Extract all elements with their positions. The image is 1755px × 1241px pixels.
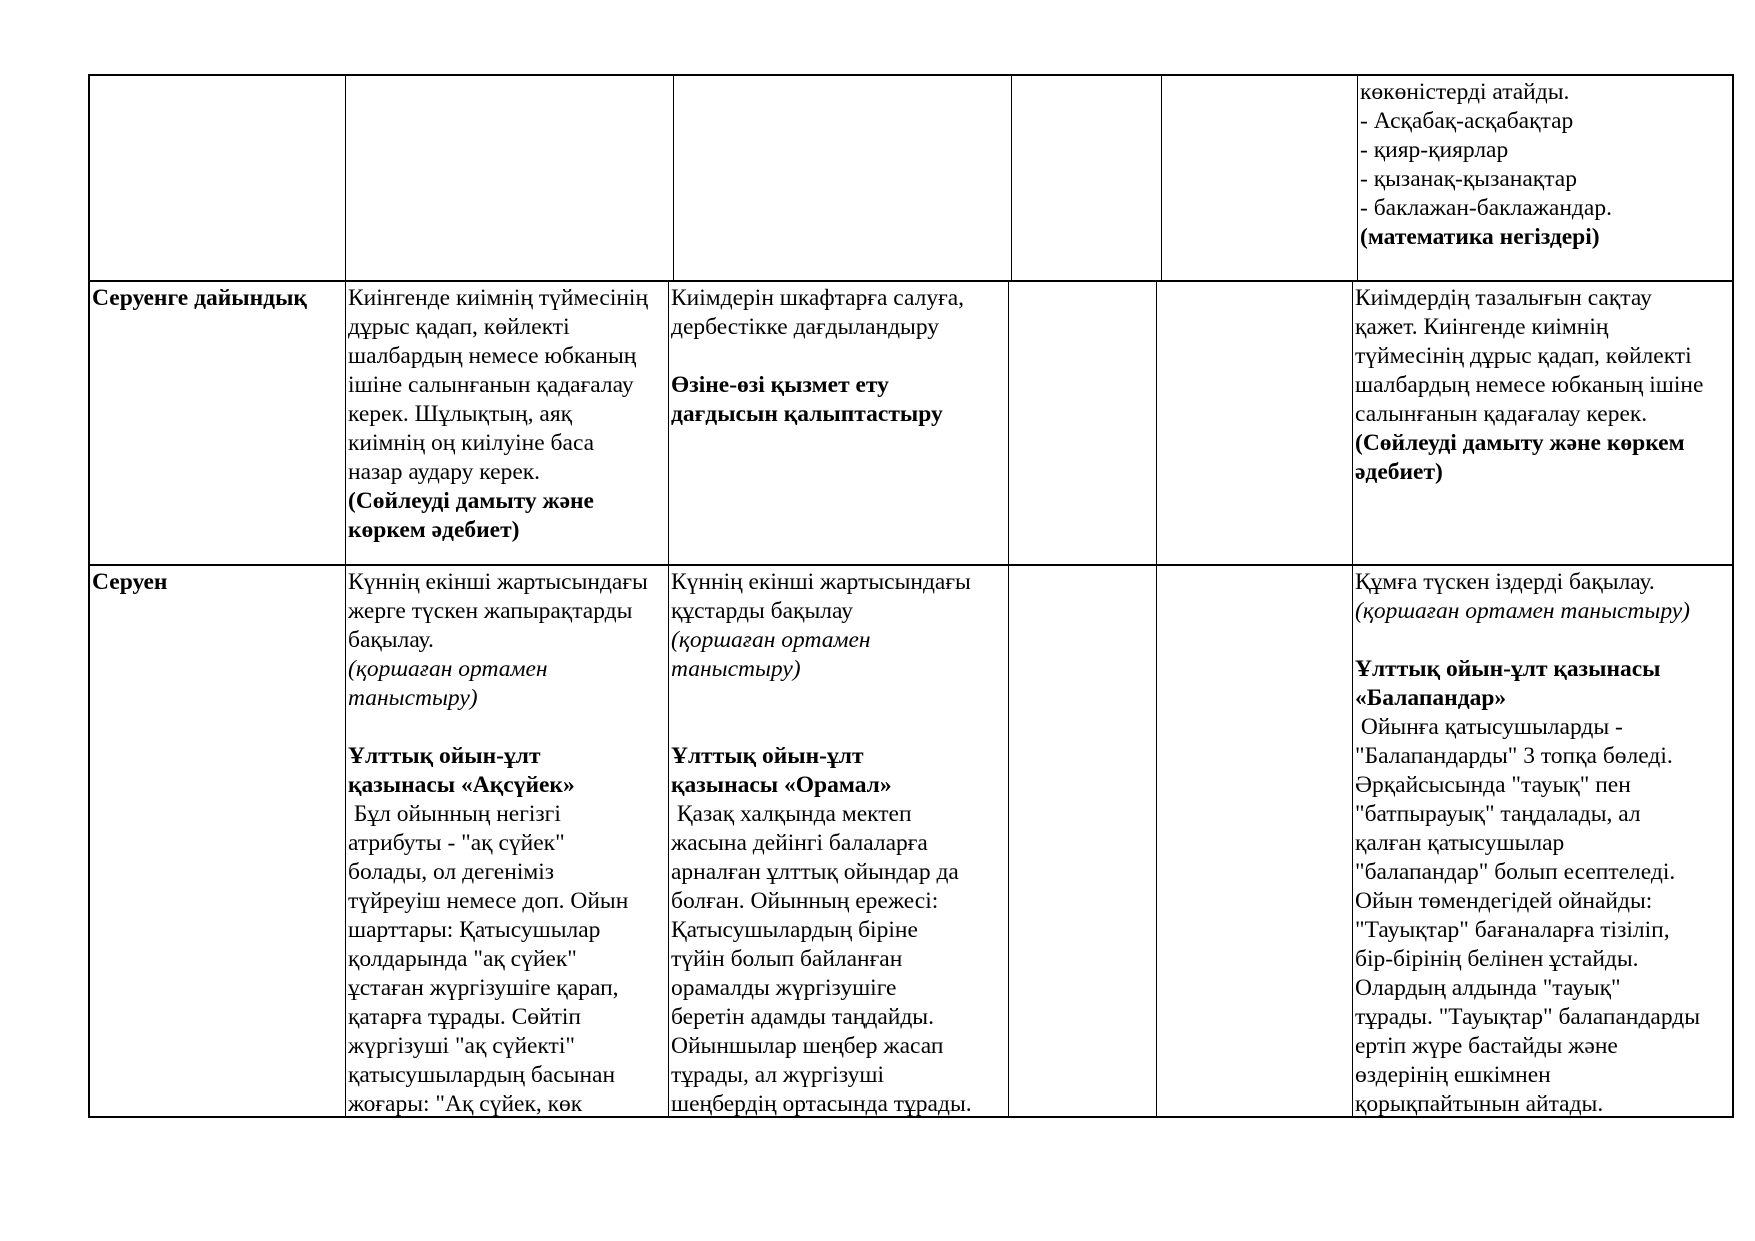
wednesday-cell — [1008, 282, 1156, 564]
cell-text-line: қорықпайтынын айтады. — [1355, 1091, 1604, 1116]
cell-text-line: таныстыру) — [348, 685, 478, 711]
cell-text-line: Ұлттық ойын-ұлт қазынасы — [1355, 656, 1661, 682]
cell-text-line: "Балапандарды" 3 топқа бөледі. — [1355, 743, 1673, 769]
cell-text-line: Олардың алдында "тауық" — [1355, 975, 1621, 1001]
cell-text-line: Ойын төмендегідей ойнайды: — [1355, 888, 1653, 914]
cell-text-line: көркем әдебиет) — [348, 517, 520, 543]
cell-text-line: "батпырауық" таңдалады, ал — [1355, 801, 1641, 827]
wednesday-cell — [1008, 566, 1156, 1116]
cell-text-line: түйреуіш немесе доп. Ойын — [348, 888, 629, 914]
cell-text-line: ұстаған жүргізушіге қарап, — [348, 975, 619, 1001]
cell-text-line: атрибуты - "ақ сүйек" — [348, 830, 565, 856]
cell-text-line: Ұлттық ойын-ұлт — [348, 743, 541, 769]
friday-cell — [1352, 566, 1732, 1116]
cell-text-line: Бұл ойынның негізгі — [348, 801, 561, 827]
cell-text-line: қажет. Киінгенде киімнің — [1355, 314, 1609, 340]
cell-text-line: қатысушылардың басынан — [348, 1062, 616, 1088]
cell-text-line: беретін адамды таңдайды. — [671, 1004, 934, 1030]
cell-text-line: - қияр-қиярлар — [1360, 137, 1509, 163]
cell-text-line: түйін болып байланған — [671, 946, 903, 972]
cell-text-line: жоғары: "Ақ сүйек, көк — [348, 1091, 583, 1116]
cell-text-line: (қоршаған ортамен — [671, 627, 871, 653]
monday-cell — [345, 566, 668, 1116]
cell-text-line: қолдарында "ақ сүйек" — [348, 946, 577, 972]
cell-text-line: әдебиет) — [1355, 459, 1443, 485]
row-label-cell — [90, 282, 345, 564]
cell-text-line: - Асқабақ-асқабақтар — [1360, 108, 1574, 134]
cell-text-line: дағдысын қалыптастыру — [671, 401, 943, 427]
cell-text-line: өздерінің ешкімнен — [1355, 1062, 1551, 1088]
cell-text-line: Қатысушылардың біріне — [671, 917, 918, 943]
tuesday-cell — [668, 566, 1008, 1116]
cell-text-line: ертіп жүре бастайды және — [1355, 1033, 1618, 1059]
cell-text-line: бақылау. — [348, 627, 434, 653]
cell-text-line: Киінгенде киімнің түймесінің — [348, 285, 649, 311]
cell-text-line: арналған ұлттық ойындар да — [671, 859, 959, 885]
table-row — [88, 74, 1734, 282]
cell-text-line: - баклажан-баклажандар. — [1360, 195, 1612, 221]
monday-cell — [345, 76, 673, 280]
cell-text-line: (қоршаған ортамен — [348, 656, 548, 682]
cell-text-line: таныстыру) — [671, 656, 801, 682]
cell-text-line: Ойынға қатысушыларды - — [1355, 714, 1623, 740]
cell-text-line: «Балапандар» — [1355, 685, 1507, 711]
cell-text-line: орамалды жүргізушіге — [671, 975, 897, 1001]
cell-text-line: шарттары: Қатысушылар — [348, 917, 601, 943]
cell-text-line: Әрқайсысында "тауық" пен — [1355, 772, 1631, 798]
row-label-cell — [90, 76, 345, 280]
tuesday-cell — [668, 282, 1008, 564]
table-row — [88, 566, 1734, 1118]
cell-text-line: назар аудару керек. — [348, 459, 541, 485]
cell-text-line: Өзіне-өзі қызмет ету — [671, 372, 889, 398]
cell-text-line: жерге түскен жапырақтарды — [348, 598, 633, 624]
monday-cell — [345, 282, 668, 564]
blank-line — [1355, 626, 1730, 655]
cell-text-line: тұрады, ал жүргізуші — [671, 1062, 885, 1088]
cell-text-line: болады, ол дегеніміз — [348, 859, 555, 885]
cell-text-line: Күннің екінші жартысындағы — [348, 569, 648, 595]
cell-text-line: Ұлттық ойын-ұлт — [671, 743, 864, 769]
blank-line — [671, 684, 1006, 713]
cell-text-line: қазынасы «Орамал» — [671, 772, 892, 798]
cell-text-line: шеңбердің ортасында тұрады. — [671, 1091, 972, 1116]
cell-text-line: құстарды бақылау — [671, 598, 853, 624]
cell-text-line: шалбардың немесе юбканың — [348, 343, 637, 369]
cell-text-line: (Сөйлеуді дамыту және көркем — [1355, 430, 1685, 456]
cell-text-line: бір-бірінің белінен ұстайды. — [1355, 946, 1639, 972]
cell-text-line: (математика негіздері) — [1360, 224, 1600, 250]
cell-text-line: көкөністерді атайды. — [1360, 79, 1570, 105]
table-row — [88, 282, 1734, 566]
blank-line — [348, 713, 666, 742]
cell-text-line: ішіне салынғанын қадағалау — [348, 372, 634, 398]
cell-text-line: "балапандар" болып есептеледі. — [1355, 859, 1676, 885]
cell-text-line: шалбардың немесе юбканың ішіне — [1355, 372, 1704, 398]
cell-text-line: Қазақ халқында мектеп — [671, 801, 912, 827]
cell-text-line: дұрыс қадап, көйлекті — [348, 314, 570, 340]
cell-text-line: жүргізуші "ақ сүйекті" — [348, 1033, 575, 1059]
cell-text-line: (Сөйлеуді дамыту және — [348, 488, 594, 514]
cell-text-line: қатарға тұрады. Сөйтіп — [348, 1004, 581, 1030]
cell-text-line: Күннің екінші жартысындағы — [671, 569, 971, 595]
row-label: Серуен — [92, 569, 168, 595]
wednesday-cell — [1011, 76, 1161, 280]
thursday-cell — [1156, 282, 1352, 564]
cell-text-line: киімнің оң киілуіне баса — [348, 430, 595, 456]
cell-text-line: тұрады. "Тауықтар" балапандарды — [1355, 1004, 1701, 1030]
cell-text-line: Құмға түскен іздерді бақылау. — [1355, 569, 1655, 595]
cell-text-line: дербестікке дағдыландыру — [671, 314, 940, 340]
cell-text-line: Киімдерін шкафтарға салуға, — [671, 285, 965, 311]
friday-cell — [1352, 282, 1732, 564]
thursday-cell — [1156, 566, 1352, 1116]
cell-text-line: салынғанын қадағалау керек. — [1355, 401, 1648, 427]
thursday-cell — [1161, 76, 1357, 280]
cell-text-line: жасына дейінгі балаларға — [671, 830, 928, 856]
row-label: Серуенге дайындық — [92, 285, 307, 311]
cell-text-line: қазынасы «Ақсүйек» — [348, 772, 575, 798]
cell-text-line: (қоршаған ортамен таныстыру) — [1355, 598, 1691, 624]
tuesday-cell — [673, 76, 1011, 280]
cell-text-line: Киімдердің тазалығын сақтау — [1355, 285, 1652, 311]
cell-text-line: болған. Ойынның ережесі: — [671, 888, 939, 914]
cell-text-line: - қызанақ-қызанақтар — [1360, 166, 1577, 192]
blank-line — [671, 342, 1006, 371]
blank-line — [671, 713, 1006, 742]
cell-text-line: керек. Шұлықтың, аяқ — [348, 401, 573, 427]
cell-text-line: қалған қатысушылар — [1355, 830, 1565, 856]
cell-text-line: "Тауықтар" бағаналарға тізіліп, — [1355, 917, 1670, 943]
friday-cell — [1357, 76, 1732, 280]
row-label-cell — [90, 566, 345, 1116]
cell-text-line: түймесінің дұрыс қадап, көйлекті — [1355, 343, 1692, 369]
cell-text-line: Ойыншылар шеңбер жасап — [671, 1033, 944, 1059]
